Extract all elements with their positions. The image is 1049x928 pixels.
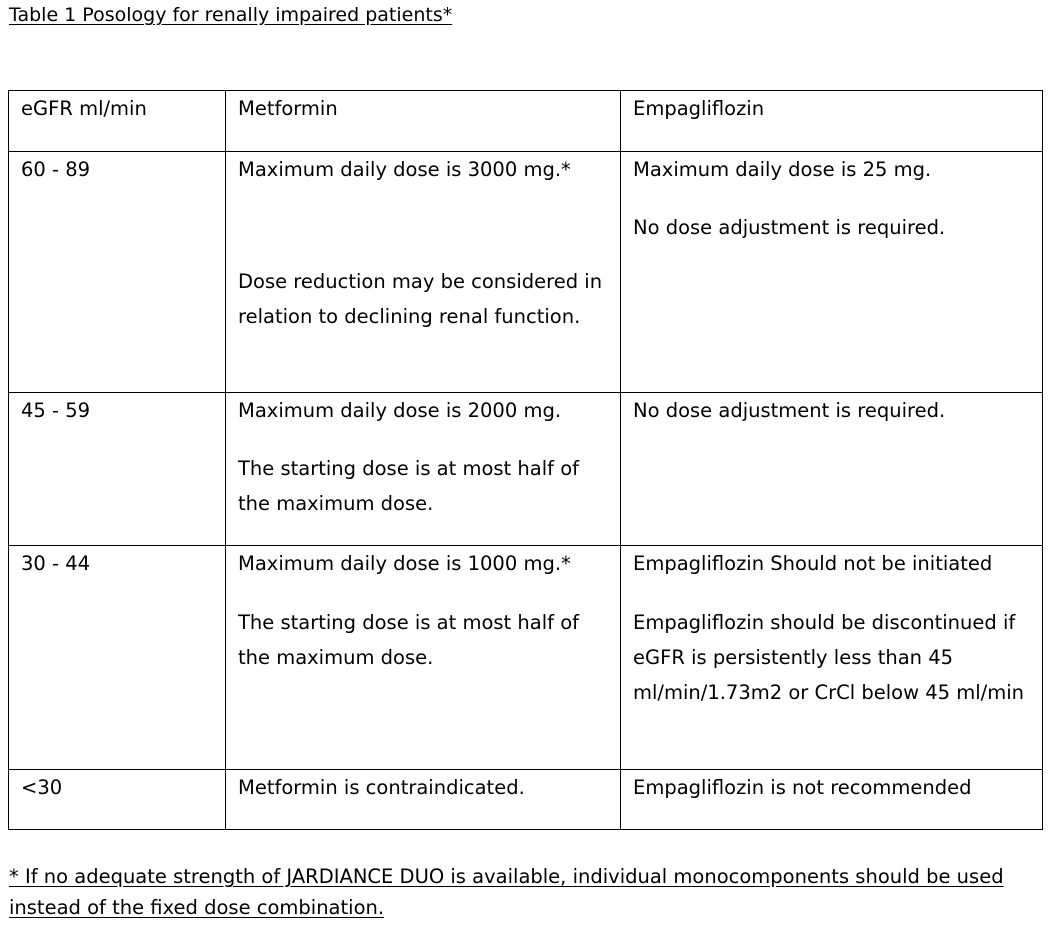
cell-metformin: Metformin is contraindicated. [226,770,621,830]
cell-metformin: Maximum daily dose is 2000 mg. The starting dose is at most half of the maximum dose. [226,393,621,546]
cell-empagliflozin: No dose adjustment is required. [621,393,1043,546]
cell-egfr: 60 - 89 [9,152,226,393]
cell-egfr: 45 - 59 [9,393,226,546]
table-caption: Table 1 Posology for renally impaired patients* [9,4,453,26]
cell-empagliflozin: Maximum daily dose is 25 mg. No dose adjustment is required. [621,152,1043,393]
cell-egfr: <30 [9,770,226,830]
cell-empagliflozin: Empagliflozin Should not be initiated Empagliflozin should be discontinued if eGFR is persistently less than 45 ml/min/1.73m2 or CrCl below 45 ml/min [621,546,1043,770]
table-row [9,546,1043,770]
cell-egfr: 30 - 44 [9,546,226,770]
header-metformin: Metformin [226,91,621,152]
table-row [9,393,1043,546]
cell-metformin: Maximum daily dose is 1000 mg.* The starting dose is at most half of the maximum dose. [226,546,621,770]
cell-empagliflozin: Empagliflozin is not recommended [621,770,1043,830]
posology-table [8,90,1043,830]
cell-metformin: Maximum daily dose is 3000 mg.* Dose reduction may be considered in relation to declining renal function. [226,152,621,393]
header-egfr: eGFR ml/min [9,91,226,152]
table-row [9,152,1043,393]
table-footnote: * If no adequate strength of JARDIANCE DUO is available, individual monocomponents should be used instead of the fixed dose combination. [9,865,1004,919]
header-empagliflozin: Empagliflozin [621,91,1043,152]
table-row [9,770,1043,830]
table-header-row [9,91,1043,152]
